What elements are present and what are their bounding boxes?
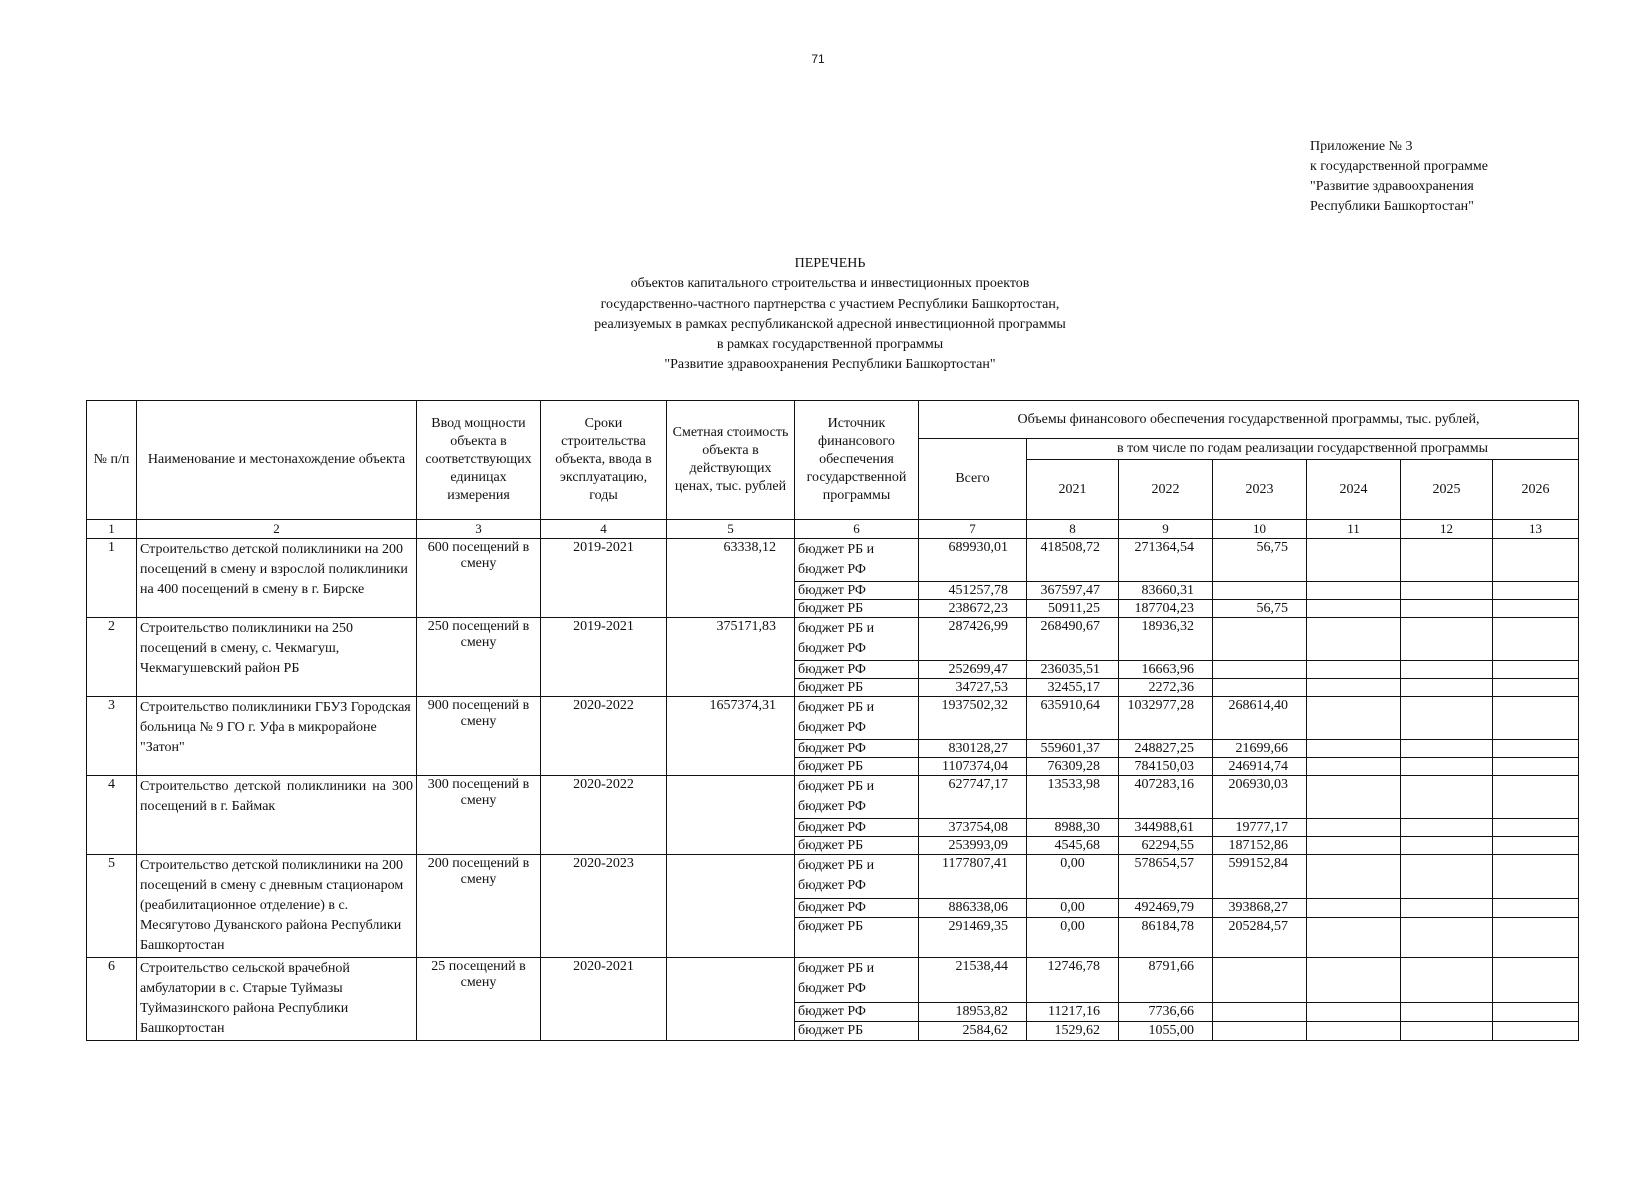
funding-2026 bbox=[1493, 1022, 1579, 1041]
object-capacity: 200 посещений в смену bbox=[417, 855, 541, 958]
funding-2021: 0,00 bbox=[1027, 899, 1119, 918]
funding-2025 bbox=[1401, 697, 1493, 740]
appendix-line: Приложение № 3 bbox=[1310, 139, 1413, 154]
funding-2025 bbox=[1401, 1003, 1493, 1022]
funding-2021: 50911,25 bbox=[1027, 600, 1119, 618]
object-cost bbox=[667, 958, 795, 1041]
title-line: "Развитие здравоохранения Республики Башкортостан" bbox=[664, 357, 996, 373]
funding-2024 bbox=[1307, 917, 1401, 957]
funding-2021: 1529,62 bbox=[1027, 1022, 1119, 1041]
funding-2025 bbox=[1401, 917, 1493, 957]
funding-2025 bbox=[1401, 679, 1493, 697]
funding-total: 689930,01 bbox=[919, 539, 1027, 582]
funding-2025 bbox=[1401, 958, 1493, 1003]
funding-2026 bbox=[1493, 1003, 1579, 1022]
funding-total: 451257,78 bbox=[919, 582, 1027, 600]
funding-2025 bbox=[1401, 600, 1493, 618]
funding-2024 bbox=[1307, 758, 1401, 776]
funding-total: 2584,62 bbox=[919, 1022, 1027, 1041]
funding-total: 1107374,04 bbox=[919, 758, 1027, 776]
funding-2022: 248827,25 bbox=[1119, 740, 1213, 758]
page-number: 71 bbox=[811, 52, 825, 66]
funding-2024 bbox=[1307, 776, 1401, 819]
title-line: государственно-частного партнерства с участием Республики Башкортостан, bbox=[600, 296, 1060, 312]
funding-2025 bbox=[1401, 618, 1493, 661]
funding-2022: 344988,61 bbox=[1119, 819, 1213, 837]
object-cost: 1657374,31 bbox=[667, 697, 795, 776]
funding-source: бюджет РБ bbox=[795, 758, 919, 776]
funding-2024 bbox=[1307, 582, 1401, 600]
table-row bbox=[87, 855, 1579, 899]
funding-2021: 32455,17 bbox=[1027, 679, 1119, 697]
object-name: Строительство сельской врачебной амбулатории в с. Старые Туймазы Туймазинского района Республики Башкортостан bbox=[137, 958, 417, 1041]
object-name: Строительство детской поликлиники на 200 посещений в смену и взрослой поликлиники на 400 посещений в смену в г. Бирске bbox=[137, 539, 417, 618]
header-cost: Сметная стоимость объекта в действующих ценах, тыс. рублей bbox=[667, 401, 795, 520]
object-terms: 2019-2021 bbox=[541, 618, 667, 697]
funding-2023: 19777,17 bbox=[1213, 819, 1307, 837]
funding-2022: 86184,78 bbox=[1119, 917, 1213, 957]
object-capacity: 300 посещений в смену bbox=[417, 776, 541, 855]
funding-2021: 418508,72 bbox=[1027, 539, 1119, 582]
funding-total: 627747,17 bbox=[919, 776, 1027, 819]
funding-2024 bbox=[1307, 855, 1401, 899]
funding-2022: 83660,31 bbox=[1119, 582, 1213, 600]
object-terms: 2020-2023 bbox=[541, 855, 667, 958]
table-row bbox=[87, 776, 1579, 819]
funding-2023: 268614,40 bbox=[1213, 697, 1307, 740]
funding-2022: 16663,96 bbox=[1119, 661, 1213, 679]
funding-2024 bbox=[1307, 1003, 1401, 1022]
funding-2023: 205284,57 bbox=[1213, 917, 1307, 957]
funding-2025 bbox=[1401, 582, 1493, 600]
funding-2021: 236035,51 bbox=[1027, 661, 1119, 679]
funding-source: бюджет РБ bbox=[795, 1022, 919, 1041]
funding-total: 18953,82 bbox=[919, 1003, 1027, 1022]
funding-2023 bbox=[1213, 661, 1307, 679]
funding-total: 291469,35 bbox=[919, 917, 1027, 957]
funding-2021: 12746,78 bbox=[1027, 958, 1119, 1003]
object-terms: 2020-2022 bbox=[541, 697, 667, 776]
funding-total: 1177807,41 bbox=[919, 855, 1027, 899]
funding-2022: 18936,32 bbox=[1119, 618, 1213, 661]
funding-2024 bbox=[1307, 899, 1401, 918]
row-number: 2 bbox=[87, 618, 137, 697]
funding-source: бюджет РФ bbox=[795, 899, 919, 918]
funding-2023: 206930,03 bbox=[1213, 776, 1307, 819]
funding-total: 1937502,32 bbox=[919, 697, 1027, 740]
funding-2024 bbox=[1307, 837, 1401, 855]
header-capacity: Ввод мощности объекта в соответствующих единицах измерения bbox=[417, 401, 541, 520]
funding-2022: 187704,23 bbox=[1119, 600, 1213, 618]
funding-2025 bbox=[1401, 899, 1493, 918]
column-number: 9 bbox=[1119, 520, 1213, 539]
funding-2023: 56,75 bbox=[1213, 600, 1307, 618]
object-cost bbox=[667, 776, 795, 855]
column-number: 11 bbox=[1307, 520, 1401, 539]
table-row bbox=[87, 539, 1579, 582]
funding-2023 bbox=[1213, 582, 1307, 600]
funding-2025 bbox=[1401, 539, 1493, 582]
funding-2025 bbox=[1401, 1022, 1493, 1041]
header-year: 2026 bbox=[1493, 460, 1579, 520]
funding-2023: 21699,66 bbox=[1213, 740, 1307, 758]
object-cost: 63338,12 bbox=[667, 539, 795, 618]
header-volumes: Объемы финансового обеспечения государственной программы, тыс. рублей, bbox=[919, 401, 1579, 439]
header-total: Всего bbox=[919, 439, 1027, 520]
funding-2024 bbox=[1307, 618, 1401, 661]
funding-source: бюджет РБ и бюджет РФ bbox=[795, 697, 919, 740]
funding-total: 253993,09 bbox=[919, 837, 1027, 855]
funding-2026 bbox=[1493, 740, 1579, 758]
funding-source: бюджет РБ bbox=[795, 600, 919, 618]
header-year: 2024 bbox=[1307, 460, 1401, 520]
funding-2023: 187152,86 bbox=[1213, 837, 1307, 855]
funding-2026 bbox=[1493, 539, 1579, 582]
header-terms: Сроки строительства объекта, ввода в эксплуатацию, годы bbox=[541, 401, 667, 520]
object-capacity: 250 посещений в смену bbox=[417, 618, 541, 697]
funding-total: 34727,53 bbox=[919, 679, 1027, 697]
funding-2022: 8791,66 bbox=[1119, 958, 1213, 1003]
funding-source: бюджет РБ и бюджет РФ bbox=[795, 539, 919, 582]
funding-2021: 559601,37 bbox=[1027, 740, 1119, 758]
object-name: Строительство поликлиники на 250 посещений в смену, с. Чекмагуш, Чекмагушевский район РБ bbox=[137, 618, 417, 697]
column-number: 5 bbox=[667, 520, 795, 539]
funding-2021: 11217,16 bbox=[1027, 1003, 1119, 1022]
funding-2021: 13533,98 bbox=[1027, 776, 1119, 819]
funding-2024 bbox=[1307, 819, 1401, 837]
funding-source: бюджет РБ bbox=[795, 917, 919, 957]
funding-source: бюджет РФ bbox=[795, 740, 919, 758]
column-number: 4 bbox=[541, 520, 667, 539]
funding-2024 bbox=[1307, 661, 1401, 679]
funding-source: бюджет РФ bbox=[795, 1003, 919, 1022]
title-line: объектов капитального строительства и инвестиционных проектов bbox=[630, 276, 1030, 292]
funding-2021: 8988,30 bbox=[1027, 819, 1119, 837]
row-number: 1 bbox=[87, 539, 137, 618]
column-number: 7 bbox=[919, 520, 1027, 539]
funding-2024 bbox=[1307, 740, 1401, 758]
object-terms: 2020-2021 bbox=[541, 958, 667, 1041]
table-row bbox=[87, 618, 1579, 661]
funding-2025 bbox=[1401, 837, 1493, 855]
funding-2026 bbox=[1493, 582, 1579, 600]
funding-2025 bbox=[1401, 819, 1493, 837]
funding-source: бюджет РБ и бюджет РФ bbox=[795, 776, 919, 819]
object-capacity: 600 посещений в смену bbox=[417, 539, 541, 618]
funding-2022: 407283,16 bbox=[1119, 776, 1213, 819]
funding-2026 bbox=[1493, 758, 1579, 776]
column-number: 10 bbox=[1213, 520, 1307, 539]
header-name: Наименование и местонахождение объекта bbox=[137, 401, 417, 520]
row-number: 6 bbox=[87, 958, 137, 1041]
funding-2026 bbox=[1493, 618, 1579, 661]
object-capacity: 900 посещений в смену bbox=[417, 697, 541, 776]
title-line: в рамках государственной программы bbox=[716, 337, 944, 353]
funding-2021: 367597,47 bbox=[1027, 582, 1119, 600]
funding-source: бюджет РФ bbox=[795, 661, 919, 679]
funding-2022: 578654,57 bbox=[1119, 855, 1213, 899]
column-numbers-row bbox=[87, 520, 1579, 539]
funding-2026 bbox=[1493, 661, 1579, 679]
appendix-note bbox=[1310, 137, 1610, 217]
title-line: ПЕРЕЧЕНЬ bbox=[794, 256, 866, 271]
funding-source: бюджет РБ и бюджет РФ bbox=[795, 958, 919, 1003]
header-year: 2025 bbox=[1401, 460, 1493, 520]
header-year: 2022 bbox=[1119, 460, 1213, 520]
funding-2023: 56,75 bbox=[1213, 539, 1307, 582]
funding-total: 886338,06 bbox=[919, 899, 1027, 918]
funding-2026 bbox=[1493, 917, 1579, 957]
funding-2022: 1055,00 bbox=[1119, 1022, 1213, 1041]
row-number: 5 bbox=[87, 855, 137, 958]
funding-2023: 393868,27 bbox=[1213, 899, 1307, 918]
funding-2022: 1032977,28 bbox=[1119, 697, 1213, 740]
object-terms: 2020-2022 bbox=[541, 776, 667, 855]
funding-source: бюджет РФ bbox=[795, 582, 919, 600]
funding-2025 bbox=[1401, 776, 1493, 819]
funding-2025 bbox=[1401, 855, 1493, 899]
funding-2023 bbox=[1213, 958, 1307, 1003]
funding-source: бюджет РБ bbox=[795, 679, 919, 697]
funding-2024 bbox=[1307, 600, 1401, 618]
funding-2021: 0,00 bbox=[1027, 855, 1119, 899]
funding-2026 bbox=[1493, 899, 1579, 918]
funding-2024 bbox=[1307, 1022, 1401, 1041]
funding-2021: 0,00 bbox=[1027, 917, 1119, 957]
header-source: Источник финансового обеспечения государственной программы bbox=[795, 401, 919, 520]
header-by-years: в том числе по годам реализации государственной программы bbox=[1027, 439, 1579, 460]
funding-2023 bbox=[1213, 1022, 1307, 1041]
funding-2026 bbox=[1493, 679, 1579, 697]
funding-2022: 7736,66 bbox=[1119, 1003, 1213, 1022]
header-year: 2023 bbox=[1213, 460, 1307, 520]
document-title bbox=[430, 254, 1230, 376]
funding-total: 830128,27 bbox=[919, 740, 1027, 758]
appendix-line: к государственной программе bbox=[1310, 159, 1488, 174]
funding-2024 bbox=[1307, 958, 1401, 1003]
object-cost: 375171,83 bbox=[667, 618, 795, 697]
object-capacity: 25 посещений в смену bbox=[417, 958, 541, 1041]
funding-source: бюджет РБ bbox=[795, 837, 919, 855]
funding-2021: 268490,67 bbox=[1027, 618, 1119, 661]
column-number: 8 bbox=[1027, 520, 1119, 539]
object-cost bbox=[667, 855, 795, 958]
funding-total: 238672,23 bbox=[919, 600, 1027, 618]
object-name: Строительство детской поликлиники на 200 посещений в смену с дневным стационаром (реабилитационное отделение) в с. Месягутово Дуванского района Республики Башкортостан bbox=[137, 855, 417, 958]
funding-2026 bbox=[1493, 600, 1579, 618]
funding-2026 bbox=[1493, 958, 1579, 1003]
appendix-line: Республики Башкортостан" bbox=[1310, 199, 1474, 214]
funding-2024 bbox=[1307, 539, 1401, 582]
funding-2023 bbox=[1213, 679, 1307, 697]
funding-2025 bbox=[1401, 740, 1493, 758]
funding-2022: 492469,79 bbox=[1119, 899, 1213, 918]
column-number: 2 bbox=[137, 520, 417, 539]
funding-2023: 599152,84 bbox=[1213, 855, 1307, 899]
funding-total: 373754,08 bbox=[919, 819, 1027, 837]
header-year: 2021 bbox=[1027, 460, 1119, 520]
funding-2021: 635910,64 bbox=[1027, 697, 1119, 740]
funding-2022: 2272,36 bbox=[1119, 679, 1213, 697]
column-number: 13 bbox=[1493, 520, 1579, 539]
funding-2022: 271364,54 bbox=[1119, 539, 1213, 582]
funding-2024 bbox=[1307, 697, 1401, 740]
funding-source: бюджет РБ и бюджет РФ bbox=[795, 618, 919, 661]
table-row bbox=[87, 697, 1579, 740]
funding-source: бюджет РБ и бюджет РФ bbox=[795, 855, 919, 899]
column-number: 12 bbox=[1401, 520, 1493, 539]
appendix-line: "Развитие здравоохранения bbox=[1310, 179, 1474, 194]
funding-2025 bbox=[1401, 758, 1493, 776]
funding-2024 bbox=[1307, 679, 1401, 697]
row-number: 4 bbox=[87, 776, 137, 855]
object-terms: 2019-2021 bbox=[541, 539, 667, 618]
funding-source: бюджет РФ bbox=[795, 819, 919, 837]
column-number: 6 bbox=[795, 520, 919, 539]
funding-total: 252699,47 bbox=[919, 661, 1027, 679]
funding-2023 bbox=[1213, 618, 1307, 661]
object-name: Строительство поликлиники ГБУЗ Городская больница № 9 ГО г. Уфа в микрорайоне "Затон" bbox=[137, 697, 417, 776]
funding-2026 bbox=[1493, 837, 1579, 855]
funding-2021: 76309,28 bbox=[1027, 758, 1119, 776]
funding-2026 bbox=[1493, 697, 1579, 740]
objects-table bbox=[86, 400, 1579, 1041]
funding-total: 21538,44 bbox=[919, 958, 1027, 1003]
row-number: 3 bbox=[87, 697, 137, 776]
column-number: 3 bbox=[417, 520, 541, 539]
funding-2023: 246914,74 bbox=[1213, 758, 1307, 776]
column-number: 1 bbox=[87, 520, 137, 539]
object-name: Строительство детской поликлиники на 300 посещений в г. Баймак bbox=[137, 776, 417, 855]
funding-2021: 4545,68 bbox=[1027, 837, 1119, 855]
funding-total: 287426,99 bbox=[919, 618, 1027, 661]
funding-2026 bbox=[1493, 819, 1579, 837]
funding-2022: 62294,55 bbox=[1119, 837, 1213, 855]
funding-2023 bbox=[1213, 1003, 1307, 1022]
funding-2026 bbox=[1493, 776, 1579, 819]
title-line: реализуемых в рамках республиканской адресной инвестиционной программы bbox=[594, 316, 1066, 332]
funding-2025 bbox=[1401, 661, 1493, 679]
header-num: № п/п bbox=[87, 401, 137, 520]
table-row bbox=[87, 958, 1579, 1003]
funding-2026 bbox=[1493, 855, 1579, 899]
funding-2022: 784150,03 bbox=[1119, 758, 1213, 776]
